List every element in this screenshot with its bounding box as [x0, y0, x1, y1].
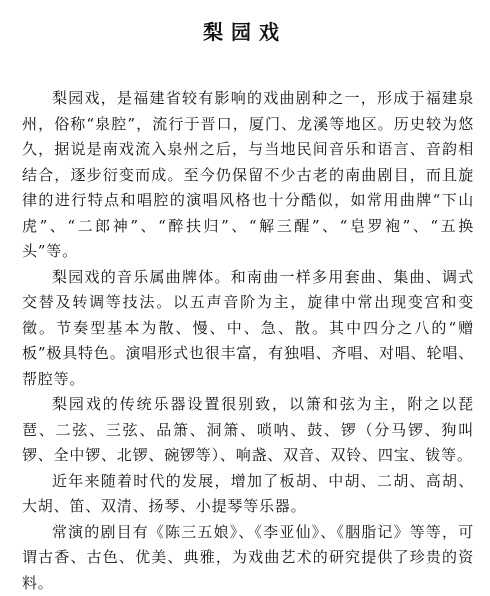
paragraph-instruments: 梨园戏的传统乐器设置很别致，以箫和弦为主，附之以琵琶、二弦、三弦、品箫、洞箫、唢呐、鼓、锣（分马锣、狗叫锣、全中锣、北锣、碗锣等）、响盏、双音、双铃、四宝、钹等。	[22, 392, 474, 469]
paragraph-modern-instruments: 近年来随着时代的发展，增加了板胡、中胡、二胡、高胡、大胡、笛、双清、扬琴、小提琴等乐器。	[22, 469, 474, 520]
paragraph-intro: 梨园戏，是福建省较有影响的戏曲剧种之一，形成于福建泉州，俗称“泉腔”，流行于晋口，厦门、龙溪等地区。历史较为悠久，据说是南戏流入泉州之后，与当地民间音乐和语言、音韵相结合，逐步衍变而成。至今仍保留不少古老的南曲剧目，而且旋律的进行特点和唱腔的演唱风格也十分酷似，如常用曲牌“下山虎”、“二郎神”、“醉扶归”、“解三醒”、“皂罗袍”、“五换头”等。	[22, 86, 474, 265]
page-title: 梨园戏	[0, 20, 490, 44]
paragraph-music: 梨园戏的音乐属曲牌体。和南曲一样多用套曲、集曲、调式交替及转调等技法。以五声音阶为主，旋律中常出现变宫和变徵。节奏型基本为散、慢、中、急、散。其中四分之八的“赠板”极具特色。演唱形式也很丰富，有独唱、齐唱、对唱、轮唱、帮腔等。	[22, 265, 474, 393]
article-body	[22, 86, 474, 596]
paragraph-repertoire: 常演的剧目有《陈三五娘》、《李亚仙》、《胭脂记》等等，可谓古香、古色、优美、典雅，为戏曲艺术的研究提供了珍贵的资料。	[22, 520, 474, 596]
